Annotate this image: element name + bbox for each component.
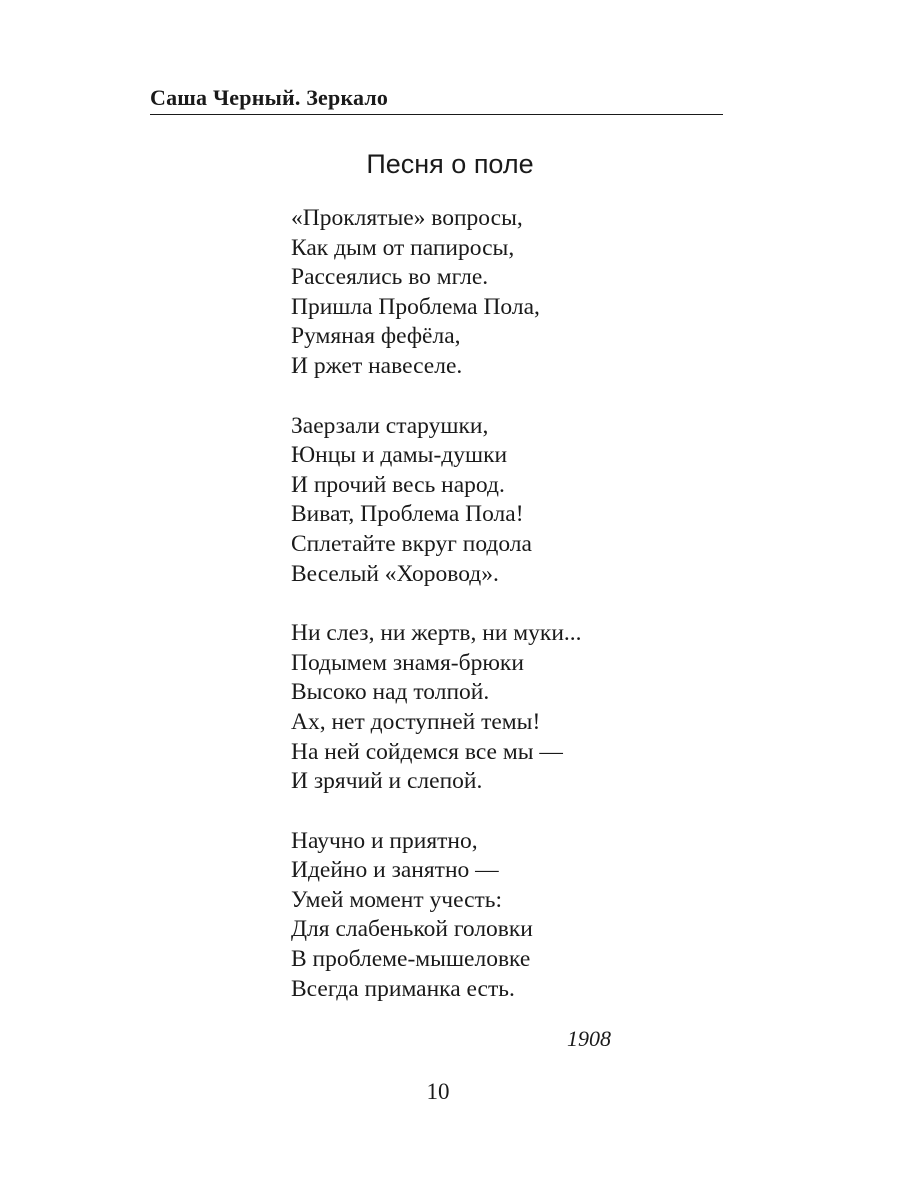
poem-line: Ах, нет доступней темы! — [291, 708, 541, 735]
poem-line: Пришла Проблема Пола, — [291, 293, 540, 320]
poem-line: Высоко над толпой. — [291, 679, 490, 706]
poem-line: Подымем знамя-брюки — [291, 649, 524, 676]
poem-line: Юнцы и дамы-душки — [291, 442, 508, 469]
poem-line: На ней сойдемся все мы — — [291, 738, 563, 765]
poem-line: Ни слез, ни жертв, ни муки... — [291, 620, 582, 647]
poem-line: В проблеме-мышеловке — [291, 946, 531, 973]
poem-line: Веселый «Хоровод». — [291, 560, 499, 587]
poem-line: Умей момент учесть: — [291, 886, 503, 913]
poem-line: Заерзали старушки, — [291, 412, 489, 439]
poem-line: Как дым от папиросы, — [291, 234, 515, 261]
running-head: Саша Черный. Зеркало — [150, 85, 389, 110]
poem-line: Идейно и занятно — — [291, 857, 499, 884]
poem-line: И прочий весь народ. — [291, 471, 505, 498]
stanza-3 — [291, 619, 811, 797]
poem-line: Сплетайте вкруг подола — [291, 530, 532, 557]
poem-line: Рассеялись во мгле. — [291, 264, 489, 291]
stanza-1 — [291, 204, 811, 382]
page-number: 10 — [426, 1079, 450, 1104]
poem-line: «Проклятые» вопросы, — [291, 205, 523, 231]
poem-line: Всегда приманка есть. — [291, 975, 515, 1002]
stanza-4 — [291, 827, 811, 1005]
poem-line: Для слабенькой головки — [291, 916, 533, 943]
poem-line: Виват, Проблема Пола! — [291, 501, 524, 528]
poem-title: Песня о поле — [366, 149, 534, 179]
poem-line: И ржет навеселе. — [291, 352, 463, 379]
poem-line: Научно и приятно, — [291, 827, 478, 854]
poem-line: Румяная фефёла, — [291, 323, 461, 350]
running-head-rule — [150, 114, 723, 115]
poem-body — [291, 204, 811, 1034]
poem-line: И зрячий и слепой. — [291, 768, 483, 795]
poem-date: 1908 — [567, 1026, 611, 1051]
stanza-2 — [291, 412, 811, 590]
